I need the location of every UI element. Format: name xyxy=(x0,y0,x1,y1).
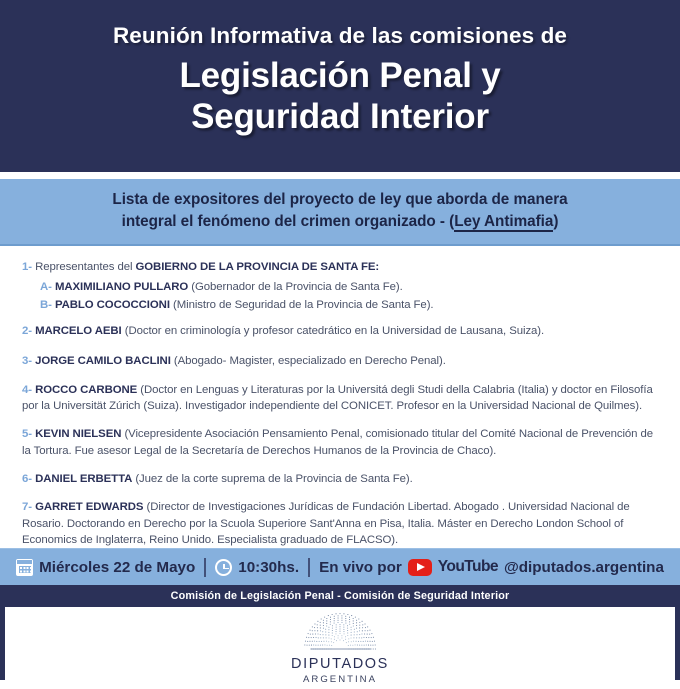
item-name: MARCELO AEBI xyxy=(35,325,122,338)
divider xyxy=(204,558,206,577)
speaker-list xyxy=(0,246,680,548)
item-name: GOBIERNO DE LA PROVINCIA DE SANTA FE: xyxy=(135,261,380,274)
item-name: PABLO COCOCCIONI xyxy=(54,298,170,311)
live-label: En vivo por xyxy=(319,558,402,576)
subtitle-law-name: Ley Antimafia xyxy=(454,213,554,231)
subtitle-line-1: Lista de expositores del proyecto de ley que aborda de manera xyxy=(112,191,568,208)
list-item xyxy=(40,297,664,313)
item-lead-text: Representantes del xyxy=(35,261,136,274)
poster-header xyxy=(0,0,680,172)
item-number: 4- xyxy=(22,383,32,396)
item-description: (Juez de la corte suprema de la Provincia de Santa Fe). xyxy=(132,473,413,486)
youtube-handle[interactable]: @diputados.argentina xyxy=(503,558,664,576)
left-edge-bar xyxy=(0,593,5,680)
event-time-label: 10:30hs. xyxy=(238,558,300,576)
commission-footer-strip xyxy=(0,585,680,607)
list-item xyxy=(22,259,664,275)
right-edge-bar xyxy=(675,593,680,680)
subtitle-line-2 xyxy=(34,211,646,233)
logo-subtitle: ARGENTINA xyxy=(303,673,377,685)
header-band-gap xyxy=(0,172,680,179)
item-number: 5- xyxy=(22,428,32,441)
item-number: 1- xyxy=(22,261,32,274)
logo-area xyxy=(0,607,680,689)
list-item xyxy=(40,279,664,295)
youtube-wordmark: YouTube xyxy=(437,558,498,576)
item-number: 6- xyxy=(22,473,32,486)
item-number: B- xyxy=(40,298,52,311)
logo-title: DIPUTADOS xyxy=(291,656,389,673)
item-name: GARRET EDWARDS xyxy=(35,501,144,514)
item-name: MAXIMILIANO PULLARO xyxy=(54,280,189,293)
divider xyxy=(308,558,310,577)
item-description: (Director de Investigaciones Jurídicas de Fundación Libertad. Abogado . Universidad Nacional de Rosario. Doctorando en Derecho por la Scuola Superiore Sant'Anna en Pisa, Italia. Máster en Derecho London School of Economics de Inglaterra, Reino Unido. Especialista graduado de FLACSO). xyxy=(22,501,630,546)
subtitle-suffix: ) xyxy=(553,213,559,231)
event-info-bar xyxy=(0,548,680,585)
item-description: (Doctor en criminología y profesor catedrático en la Universidad de Lausana, Suiza). xyxy=(121,325,545,338)
item-name: DANIEL ERBETTA xyxy=(35,473,133,486)
item-number: 2- xyxy=(22,325,32,338)
header-title-line-1: Legislación Penal y xyxy=(179,56,501,96)
list-item xyxy=(22,382,664,415)
live-stream-info[interactable] xyxy=(310,558,673,576)
item-number: 3- xyxy=(22,354,32,367)
item-description: (Doctor en Lenguas y Literaturas por la Universitá degli Studi della Calabria (Italia) y doctor en Filosofía por la Universität Zúrich (Suiza). Investigador independiente del CONICET. Profesor en la Universidad Nacional de Quilmes). xyxy=(22,383,653,413)
diputados-hemicycle-logo-icon xyxy=(297,613,383,653)
event-date-label: Miércoles 22 de Mayo xyxy=(39,558,196,576)
list-item xyxy=(22,426,664,459)
clock-icon xyxy=(215,559,232,576)
list-item xyxy=(22,499,664,548)
item-description: (Gobernador de la Provincia de Santa Fe). xyxy=(188,280,403,293)
calendar-icon xyxy=(16,559,33,576)
item-description: (Vicepresidente Asociación Pensamiento Penal, comisionado titular del Comité Nacional de Prevención de la Tortura. Fue asesor Legal de la Secretaría de Derechos Humanos de la Provincia de Chaco). xyxy=(22,428,654,457)
item-name: KEVIN NIELSEN xyxy=(35,428,122,441)
header-title-line-2: Seguridad Interior xyxy=(191,97,489,137)
list-item xyxy=(22,323,664,339)
event-time xyxy=(206,559,308,576)
item-number: A- xyxy=(40,280,52,293)
item-description: (Ministro de Seguridad de la Provincia de Santa Fe). xyxy=(169,298,434,311)
list-item xyxy=(22,353,664,369)
event-date xyxy=(7,559,204,576)
subtitle-prefix: integral el fenómeno del crimen organizado - ( xyxy=(121,213,455,231)
item-name: JORGE CAMILO BACLINI xyxy=(35,354,171,367)
item-number: 7- xyxy=(22,501,32,514)
subtitle-band xyxy=(0,179,680,246)
youtube-play-icon[interactable] xyxy=(408,559,432,576)
item-description: (Abogado- Magister, especializado en Derecho Penal). xyxy=(170,354,446,367)
commission-footer-label: Comisión de Legislación Penal - Comisión de Seguridad Interior xyxy=(170,590,510,603)
item-name: ROCCO CARBONE xyxy=(35,383,138,396)
list-item xyxy=(22,471,664,487)
header-subtitle-line: Reunión Informativa de las comisiones de xyxy=(112,23,568,48)
